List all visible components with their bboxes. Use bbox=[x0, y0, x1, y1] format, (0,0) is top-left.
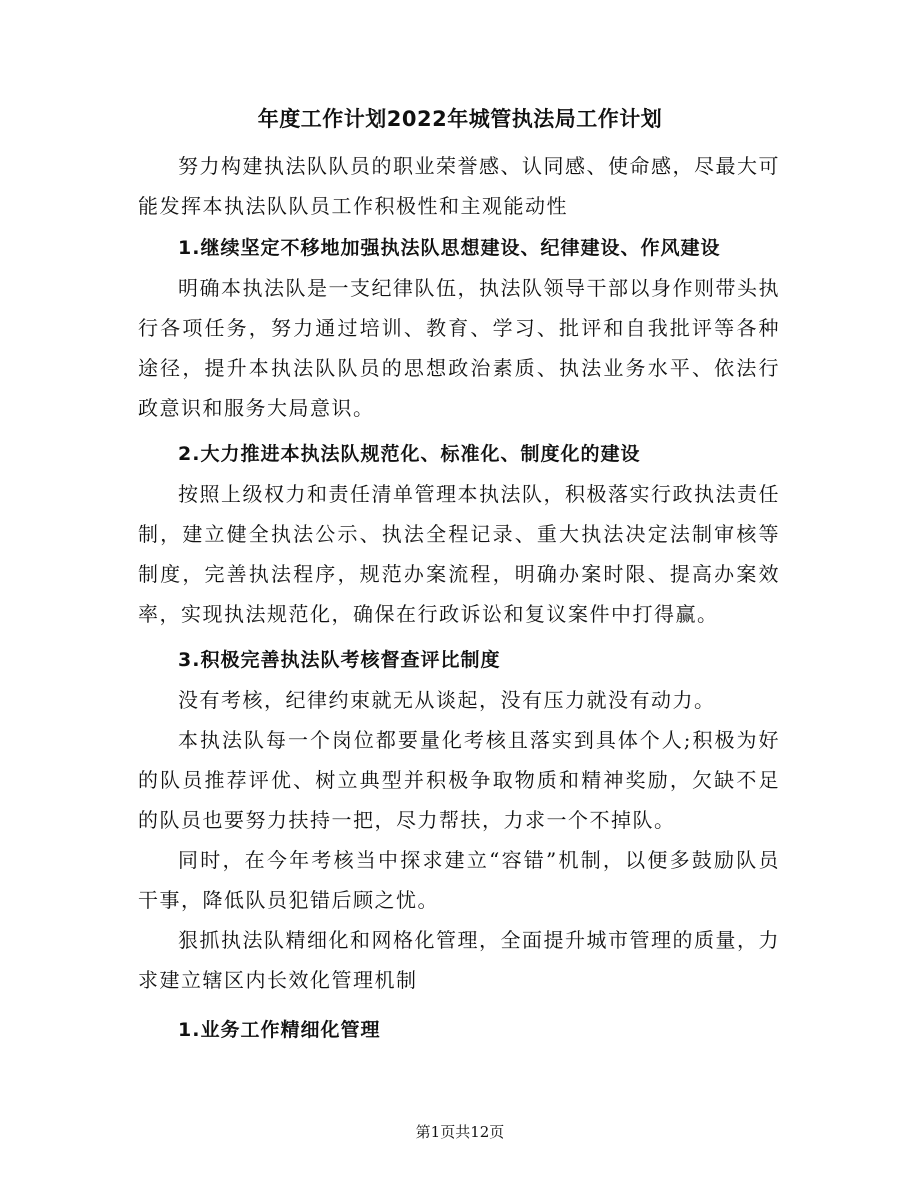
paragraph: 狠抓执法队精细化和网格化管理，全面提升城市管理的质量，力求建立辖区内长效化管理机制 bbox=[138, 928, 780, 992]
paragraph: 明确本执法队是一支纪律队伍，执法队领导干部以身作则带头执行各项任务，努力通过培训、教育、学习、批评和自我批评等各种途径，提升本执法队队员的思想政治素质、执法业务水平、依法行政意识和服务大局意识。 bbox=[138, 276, 780, 420]
section-heading: 2.大力推进本执法队规范化、标准化、制度化的建设 bbox=[178, 443, 641, 465]
paragraph: 没有考核，纪律约束就无从谈起，没有压力就没有动力。 bbox=[178, 688, 716, 712]
document-body bbox=[138, 146, 780, 1050]
section-heading: 3.积极完善执法队考核督查评比制度 bbox=[178, 649, 501, 671]
page-title: 年度工作计划2022年城管执法局工作计划 bbox=[257, 107, 663, 131]
section-heading: 1.业务工作精细化管理 bbox=[178, 1019, 381, 1041]
section-heading: 1.继续坚定不移地加强执法队思想建设、纪律建设、作风建设 bbox=[178, 237, 721, 259]
paragraph: 努力构建执法队队员的职业荣誉感、认同感、使命感，尽最大可能发挥本执法队队员工作积极性和主观能动性 bbox=[138, 154, 780, 218]
paragraph: 按照上级权力和责任清单管理本执法队，积极落实行政执法责任制，建立健全执法公示、执法全程记录、重大执法决定法制审核等制度，完善执法程序，规范办案流程，明确办案时限、提高办案效率，实现执法规范化，确保在行政诉讼和复议案件中打得赢。 bbox=[138, 482, 780, 626]
page-number-footer: 第1页共12页 bbox=[415, 1123, 505, 1141]
paragraph: 同时，在今年考核当中探求建立“容错”机制，以便多鼓励队员干事，降低队员犯错后顾之忧。 bbox=[138, 848, 780, 912]
paragraph: 本执法队每一个岗位都要量化考核且落实到具体个人;积极为好的队员推荐评优、树立典型并积极争取物质和精神奖励，欠缺不足的队员也要努力扶持一把，尽力帮扶，力求一个不掉队。 bbox=[138, 728, 780, 832]
